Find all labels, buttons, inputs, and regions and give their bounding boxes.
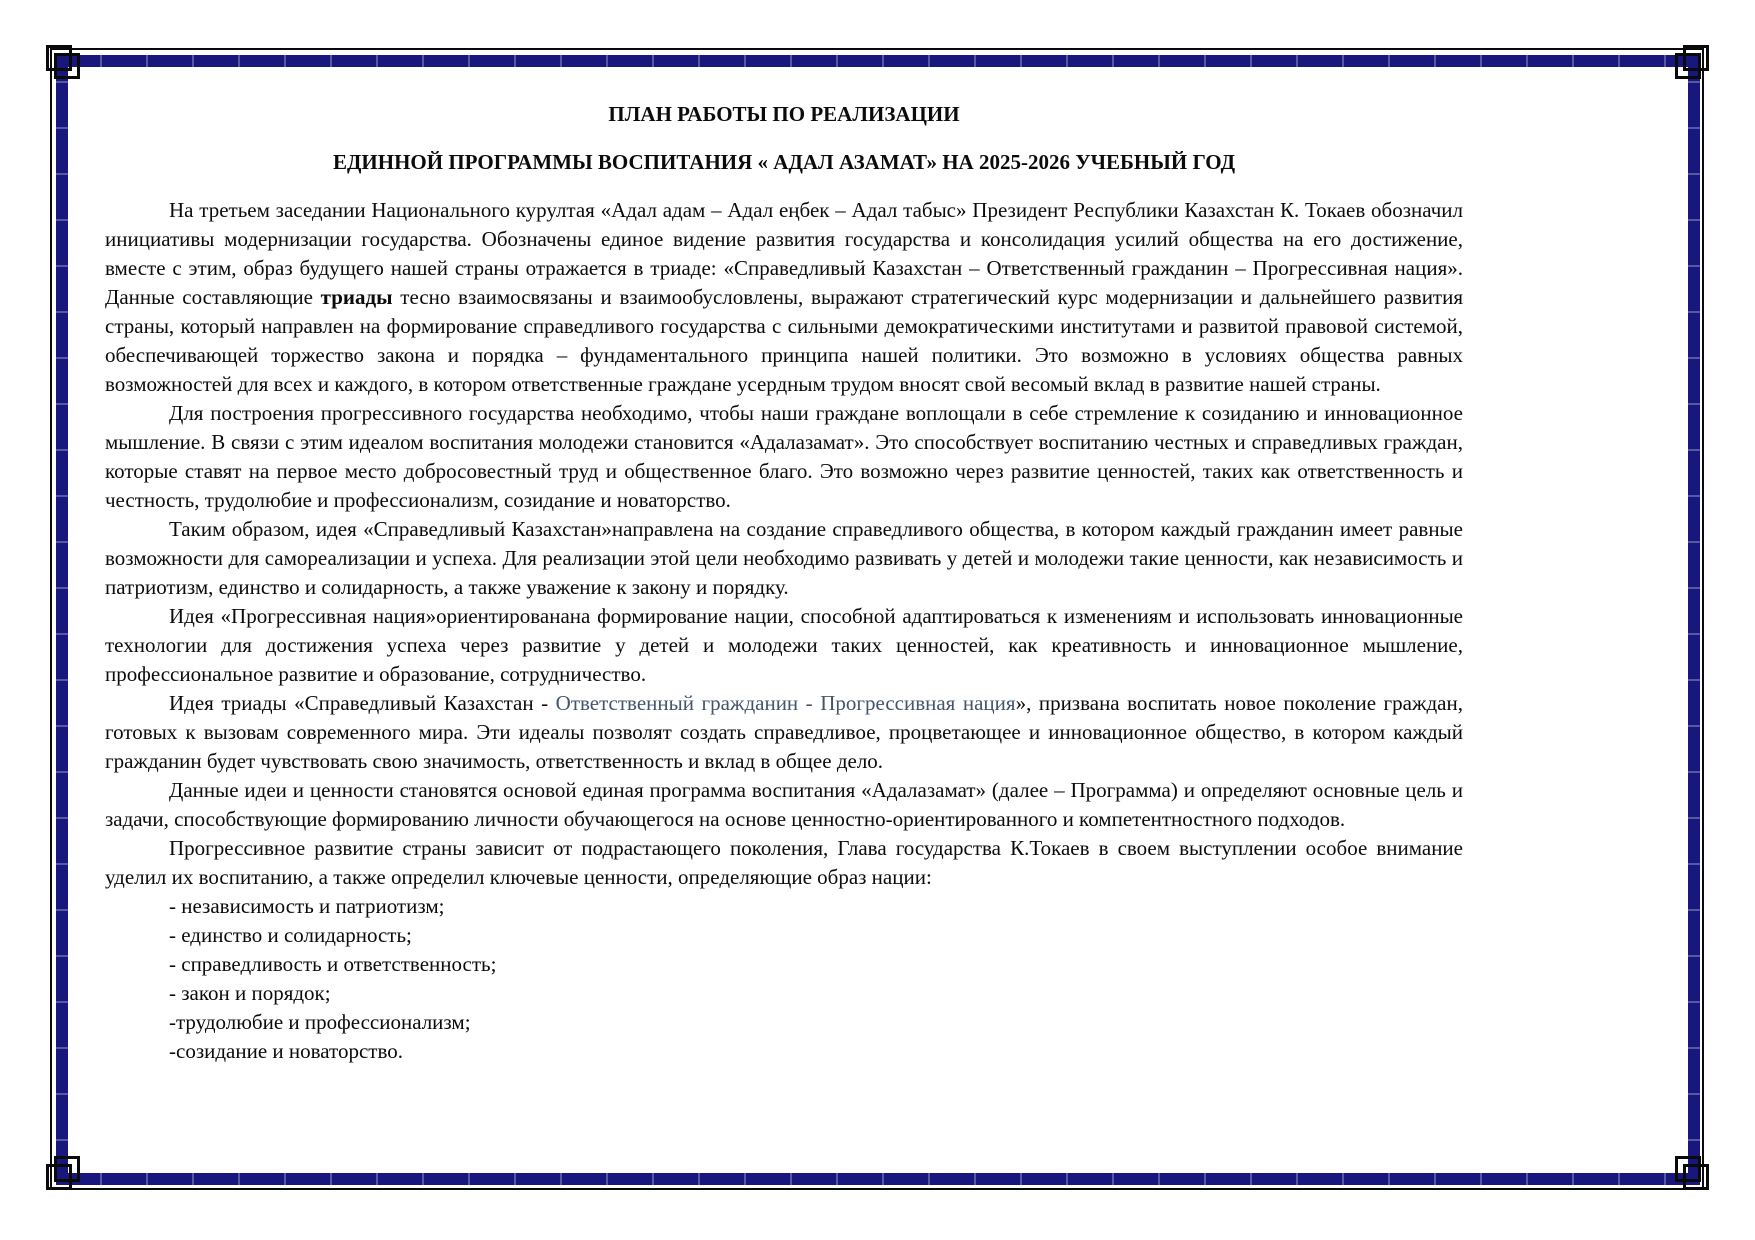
paragraph (105, 196, 1463, 399)
text-run: Идея «Прогрессивная нация»ориентированана формирование нации, способной адаптироваться к изменениям и использовать инновационные технологии для достижения успеха через развитие у детей и молодежи таких ценностей, как креативность и инновационное мышление, профессиональное развитие и образование, сотрудничество. (105, 604, 1463, 686)
corner-square-icon (1675, 53, 1701, 79)
corner-square-icon (54, 53, 80, 79)
bold-run: триады (320, 285, 393, 309)
list-item: -трудолюбие и профессионализм; (169, 1010, 471, 1034)
paragraph (105, 834, 1463, 892)
frame-band-right (1688, 55, 1700, 1185)
list-item: - независимость и патриотизм; (169, 894, 445, 918)
paragraphs-container (105, 196, 1463, 1066)
paragraph (105, 399, 1463, 515)
list-item: -созидание и новаторство. (169, 1039, 403, 1063)
document-content (105, 100, 1463, 1066)
text-run: тесно взаимосвязаны и взаимообусловлены, выражают стратегический курс модернизации и дальнейшего развития страны, который направлен на формирование справедливого государства с сильными демократическими институтами и развитой правовой системой, обеспечивающей торжество закона и порядка – фундаментального принципа нашей политики. Это возможно в условиях общества равных возможностей для всех и каждого, в котором ответственные граждане усердным трудом вносят свой весомый вклад в развитие нашей страны. (105, 285, 1464, 396)
frame-band-top (56, 55, 1700, 67)
frame-band-left (56, 55, 68, 1185)
frame-band-bottom (56, 1173, 1700, 1185)
paragraph (105, 776, 1463, 834)
corner-square-icon (46, 1164, 72, 1190)
document-title-line2: ЕДИННОЙ ПРОГРАММЫ ВОСПИТАНИЯ « АДАЛ АЗАМАТ» НА 2025-2026 УЧЕБНЫЙ ГОД (332, 150, 1236, 174)
list-item: - закон и порядок; (169, 981, 331, 1005)
paragraph (105, 515, 1463, 602)
list-item: - единство и солидарность; (169, 923, 412, 947)
corner-ornament-icon (1675, 45, 1709, 79)
document-title-line1: ПЛАН РАБОТЫ ПО РЕАЛИЗАЦИИ (608, 102, 960, 126)
list-item: - справедливость и ответственность; (169, 952, 497, 976)
text-run: Таким образом, идея «Справедливый Казахстан»направлена на создание справедливого общества, в котором каждый гражданин имеет равные возможности для самореализации и успеха. Для реализации этой цели необходимо развивать у детей и молодежи такие ценности, как независимость и патриотизм, единство и солидарность, а также уважение к закону и порядку. (105, 517, 1463, 599)
text-run: Данные идеи и ценности становятся основой единая программа воспитания «Адалазамат» (далее – Программа) и определяют основные цель и задачи, способствующие формированию личности обучающегося на основе ценностно-ориентированного и компетентностного подходов. (105, 778, 1463, 831)
text-run: », призвана воспитать новое поколение граждан, готовых к вызовам современного мира. Эти идеалы позволят создать справедливое, процветающее и инновационное общество, в котором каждый гражданин будет чувствовать свою значимость, ответственность и вклад в общее дело. (105, 691, 1463, 773)
corner-ornament-icon (1675, 1156, 1709, 1190)
paragraph (105, 689, 1463, 776)
corner-ornament-icon (46, 45, 80, 79)
text-run: Для построения прогрессивного государства необходимо, чтобы наши граждане воплощали в себе стремление к созиданию и инновационное мышление. В связи с этим идеалом воспитания молодежи становится «Адалазамат». Это способствует воспитанию честных и справедливых граждан, которые ставят на первое место добросовестный труд и общественное благо. Это возможно через развитие ценностей, таких как ответственность и честность, трудолюбие и профессионализм, созидание и новаторство. (105, 401, 1463, 512)
paragraph (105, 602, 1463, 689)
corner-ornament-icon (46, 1156, 80, 1190)
accent-run: Ответственный гражданин - Прогрессивная нация (555, 691, 1016, 715)
text-run: Прогрессивное развитие страны зависит от подрастающего поколения, Глава государства К.Токаев в своем выступлении особое внимание уделил их воспитанию, а также определил ключевые ценности, определяющие образ нации: (105, 836, 1463, 889)
corner-square-icon (1683, 1164, 1709, 1190)
text-run: На третьем заседании Национального курултая «Адал адам – Адал еңбек – Адал табыс» Президент Республики Казахстан К. Токаев обозначил инициативы модернизации государства. Обозначены единое видение развития государства и консолидация усилий общества на его достижение, вместе с этим, образ будущего нашей страны отражается в триаде: «Справедливый Казахстан – Ответственный гражданин – Прогрессивная нация». Данные составляющие (105, 198, 1463, 309)
text-run: Идея триады «Справедливый Казахстан - (169, 691, 556, 715)
